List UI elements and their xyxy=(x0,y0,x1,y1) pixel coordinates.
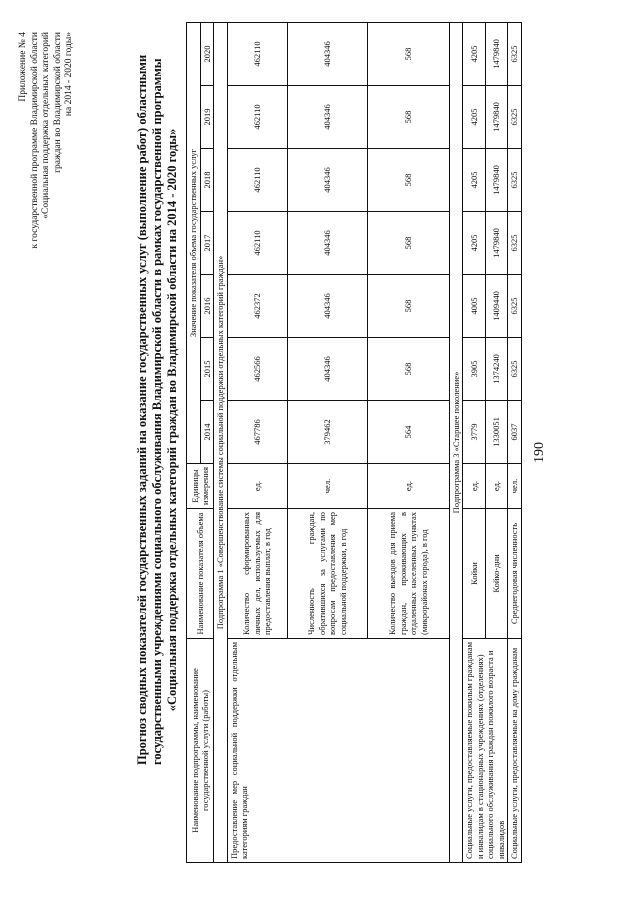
value-cell: 4205 xyxy=(463,149,486,212)
indicator-name: Количество выездов для приема граждан, проживающих в отдаленных населенных пунктах (микрорайонах города), в год xyxy=(367,509,449,639)
value-cell: 4205 xyxy=(463,212,486,275)
title-line: Прогноз сводных показателей государственных заданий на оказание государственных услуг (выполнение работ) областными xyxy=(135,54,149,765)
value-cell: 564 xyxy=(367,401,449,464)
unit-cell: ед. xyxy=(367,464,449,509)
subprogram-1-title: Подпрограмма 1 «Совершенствование системы социальной поддержки отдельных категорий граждан» xyxy=(214,22,228,862)
value-cell: 1479840 xyxy=(485,86,508,149)
value-cell: 6325 xyxy=(508,275,522,338)
value-cell: 379462 xyxy=(287,401,367,464)
header-year: 2017 xyxy=(200,212,214,275)
header-year: 2020 xyxy=(200,22,214,85)
indicator-name: Количество сформированных личных дел, используемых для предоставления выплат, в год xyxy=(227,509,287,639)
value-cell: 404346 xyxy=(287,149,367,212)
value-cell: 404346 xyxy=(287,212,367,275)
header-year: 2014 xyxy=(200,401,214,464)
appendix-line: «Социальная поддержка отдельных категорий xyxy=(41,32,51,219)
subprogram-row xyxy=(449,22,463,862)
appendix-line: Приложение № 4 xyxy=(18,32,28,102)
unit-cell: ед. xyxy=(485,464,508,509)
value-cell: 1374240 xyxy=(485,338,508,401)
value-cell: 4205 xyxy=(463,22,486,85)
value-cell: 1409440 xyxy=(485,275,508,338)
value-cell: 4005 xyxy=(463,275,486,338)
unit-cell: ед. xyxy=(227,464,287,509)
header-unit: Единицы измерения xyxy=(187,464,214,509)
header-service: Наименование подпрограммы, наименование государственной услуги (работы) xyxy=(187,639,214,863)
value-cell: 568 xyxy=(367,86,449,149)
appendix-line: на 2014 - 2020 годы» xyxy=(64,32,74,117)
value-cell: 3905 xyxy=(463,338,486,401)
appendix-note xyxy=(18,32,76,332)
header-year: 2018 xyxy=(200,149,214,212)
header-year: 2015 xyxy=(200,338,214,401)
value-cell: 462110 xyxy=(227,212,287,275)
title-line: государственными учреждениями социального обслуживания Владимирской области в рамках государственной программы xyxy=(150,58,164,765)
value-cell: 6325 xyxy=(508,22,522,85)
value-cell: 1330051 xyxy=(485,401,508,464)
value-cell: 568 xyxy=(367,22,449,85)
indicator-name: Среднегодовая численность xyxy=(508,509,522,639)
unit-cell: чел. xyxy=(508,464,522,509)
value-cell: 568 xyxy=(367,338,449,401)
table-row xyxy=(227,22,287,862)
header-year: 2016 xyxy=(200,275,214,338)
value-cell: 568 xyxy=(367,212,449,275)
header-row xyxy=(187,22,201,862)
table-row xyxy=(463,22,486,862)
value-cell: 404346 xyxy=(287,338,367,401)
value-cell: 3779 xyxy=(463,401,486,464)
value-cell: 462110 xyxy=(227,22,287,85)
value-cell: 1479840 xyxy=(485,212,508,275)
page-title xyxy=(135,54,180,765)
service-name: Социальные услуги, предоставляемые пожилым гражданам и инвалидам в стационарных учреждениях (отделениях) социального обслуживания граждан пожилого возраста и инвалидов xyxy=(463,639,508,863)
indicator-name: Численность граждан, обратившихся за услугами по вопросам предоставления мер социальной поддержки, в год xyxy=(287,509,367,639)
value-cell: 6325 xyxy=(508,338,522,401)
page-number: 190 xyxy=(532,442,547,463)
value-cell: 404346 xyxy=(287,275,367,338)
value-cell: 6325 xyxy=(508,86,522,149)
value-cell: 568 xyxy=(367,275,449,338)
value-cell: 1479840 xyxy=(485,22,508,85)
value-cell: 6325 xyxy=(508,212,522,275)
service-name: Социальные услуги, предоставляемые на дому гражданам xyxy=(508,639,522,863)
value-cell: 462110 xyxy=(227,149,287,212)
value-cell: 462110 xyxy=(227,86,287,149)
indicator-name: Койки xyxy=(463,509,486,639)
value-cell: 404346 xyxy=(287,86,367,149)
header-indicator: Наименование показателя объема xyxy=(187,509,214,639)
indicators-table xyxy=(186,22,522,863)
header-year: 2019 xyxy=(200,86,214,149)
value-cell: 6037 xyxy=(508,401,522,464)
value-cell: 462372 xyxy=(227,275,287,338)
subprogram-3-title: Подпрограмма 3 «Старшее поколение» xyxy=(449,22,463,862)
value-cell: 6325 xyxy=(508,149,522,212)
value-cell: 462566 xyxy=(227,338,287,401)
value-cell: 4205 xyxy=(463,86,486,149)
table-row xyxy=(508,22,522,862)
title-line: «Социальная поддержка отдельных категорий граждан во Владимирской области на 2014 - 2020 годы» xyxy=(165,128,179,712)
value-cell: 1479840 xyxy=(485,149,508,212)
service-name: Предоставление мер социальной поддержки отдельным категориям граждан xyxy=(227,639,449,863)
value-cell: 568 xyxy=(367,149,449,212)
unit-cell: ед. xyxy=(463,464,486,509)
appendix-line: к государственной программе Владимирской области xyxy=(29,32,40,249)
unit-cell: чел. xyxy=(287,464,367,509)
appendix-line: граждан во Владимирской области xyxy=(52,32,63,173)
value-cell: 404346 xyxy=(287,22,367,85)
value-cell: 467786 xyxy=(227,401,287,464)
header-values-group: Значение показателя объема государственных услуг xyxy=(187,22,201,463)
indicator-name: Койко-дни xyxy=(485,509,508,639)
subprogram-row xyxy=(214,22,228,862)
